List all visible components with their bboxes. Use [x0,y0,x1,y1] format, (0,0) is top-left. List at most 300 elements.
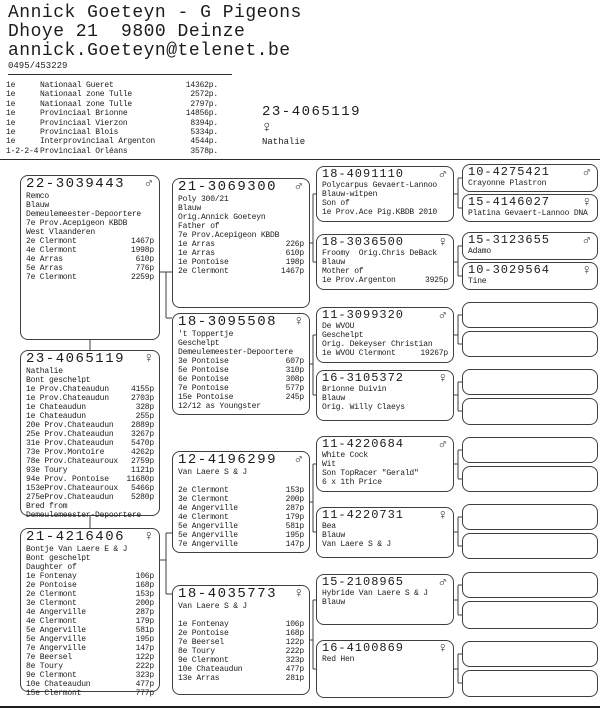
pedigree-box-15-2108965 [316,574,454,625]
male-icon: ♂ [438,575,447,591]
ring-number: 18-4091110 [322,167,405,181]
info-line: 6 x 1th Price [322,478,382,487]
pedigree-box-empty [462,670,598,697]
result-row [26,439,154,448]
loft-email: annick.Goeteyn@telenet.be [8,41,291,61]
ring-number: 11-3099320 [322,308,405,322]
achievement-row [6,147,218,156]
ring-number: 23-4065119 [26,351,126,367]
result-label: 5e Pontoise [178,366,229,375]
achievement-rank: 1e [6,81,16,90]
result-points: 4262p [130,448,154,457]
pedigree-box-18-3095508 [172,313,310,415]
female-icon: ♀ [438,235,447,251]
connector-line [454,585,462,615]
result-label: 4e Clermont [26,246,77,255]
achievement-rank: 1e [6,137,16,147]
info-line [178,611,304,620]
result-points: 222p [135,662,154,671]
achievement-points: 4544p. [190,137,218,147]
result-row [26,273,154,282]
result-row [178,384,304,393]
result-label: 4e Clermont [26,617,77,626]
result-row [178,647,304,656]
result-row [26,430,154,439]
result-points: 168p [285,629,304,638]
female-icon: ♀ [438,371,447,387]
result-points: 106p [285,620,304,629]
result-label: 275eProv.Chateaudun [26,493,114,502]
result-label: 2e Clermont [178,267,229,276]
info-line: Crayonne Plastron [468,179,547,188]
male-icon: ♂ [438,437,447,453]
male-icon: ♂ [294,452,303,468]
pedigree-box-18-4091110 [316,166,454,222]
result-row [178,531,304,540]
info-line: Son of [322,199,350,208]
result-points: 11680p [126,475,154,484]
result-row [26,626,154,635]
result-points: 477p [135,680,154,689]
connector-line [454,382,462,411]
result-label: 94e Prov. Pontoise [26,475,109,484]
info-line: Daughter of [26,563,77,572]
result-label: 10e Chateaudun [178,665,243,674]
result-row [26,457,154,466]
result-points: 2703p [130,394,154,403]
result-points: 153p [135,590,154,599]
info-line: Van Laere S & J [322,540,392,549]
result-points: 195p [285,531,304,540]
result-row [26,264,154,273]
info-line: 't Toppertje [178,330,234,339]
featured-name: Nathalie [262,137,306,147]
result-points: 168p [135,581,154,590]
ring-number: 15-2108965 [322,575,405,589]
result-label: 2e Clermont [26,590,77,599]
result-points: 245p [285,393,304,402]
pedigree-box-empty [462,398,598,425]
result-row [322,349,448,358]
pedigree-box-empty [462,369,598,395]
achievement-row [6,81,218,90]
result-points: 581p [285,522,304,531]
pedigree-box-empty [462,572,598,598]
connector-line [160,272,172,318]
result-label: 1e Chateaudun [26,403,86,412]
result-label: 4e Arras [26,255,63,264]
info-line: Father of [178,222,220,231]
result-row [26,689,154,698]
result-points: 5470p [130,439,154,448]
result-points: 122p [135,653,154,662]
achievement-points: 14362p. [185,81,218,90]
ring-number: 21-4216406 [26,529,126,545]
result-row [178,522,304,531]
achievement-points: 14856p. [185,109,218,119]
achievement-race: Nationaal zone Tulle [40,99,133,109]
pedigree-box-empty [462,466,598,492]
result-points: 281p [285,674,304,683]
result-points: 308p [285,375,304,384]
result-points: 310p [285,366,304,375]
loft-name: Annick Goeteyn - G Pigeons [8,3,302,23]
footer-line: 12/12 as Youngster [178,402,261,411]
info-line: De WVOU [322,322,355,331]
featured-bird [262,104,361,148]
result-points: 5466p [130,484,154,493]
info-line: Red Hen [322,655,355,664]
ring-number: 16-3105372 [322,371,405,385]
result-label: 4e Angerville [178,504,238,513]
result-label: 10e Chateaudun [26,680,91,689]
result-row [322,276,448,285]
result-row [178,486,304,495]
male-icon: ♂ [438,167,447,183]
result-row [26,412,154,421]
result-row [178,495,304,504]
result-row [26,475,154,484]
result-row [26,644,154,653]
pedigree-box-18-4035773 [172,585,310,695]
result-label: 5e Angerville [26,635,86,644]
result-points: 2259p [130,273,154,282]
info-line: Adamo [468,247,492,256]
info-line: Blauw-witpen [322,190,378,199]
pedigree-box-empty [462,533,598,559]
result-points: 200p [285,495,304,504]
info-line: Blauw [322,598,346,607]
pedigree-box-15-3123655 [462,232,598,260]
achievement-rank: 1e [6,109,16,119]
result-label: 1e Prov.Argenton [322,276,396,285]
male-icon: ♂ [582,165,591,181]
result-points: 2759p [130,457,154,466]
result-row [26,394,154,403]
pedigree-box-empty [462,331,598,357]
pedigree-box-empty [462,504,598,530]
pedigree-box-21-4216406 [20,528,160,698]
result-points: 153p [285,486,304,495]
result-row [178,638,304,647]
result-label: 4e Angerville [26,608,86,617]
result-points: 3925p [424,276,448,285]
result-label: 7e Angerville [178,540,238,549]
result-label: 1e Arras [178,240,215,249]
footer-line: Demeulemeester-Depoortere [26,511,142,520]
result-row [26,246,154,255]
pedigree-box-11-4220684 [316,436,454,492]
result-points: 577p [285,384,304,393]
result-label: 15e Clermont [26,689,82,698]
result-row [26,653,154,662]
result-label: 73e Prov.Montoire [26,448,105,457]
result-points: 287p [135,608,154,617]
result-row [26,680,154,689]
achievement-rank: 1e [6,99,16,109]
info-line: Bea [322,522,336,531]
ring-number: 15-3123655 [468,233,551,247]
result-label: 13e Arras [178,674,220,683]
ring-number: 22-3039443 [26,176,126,192]
result-label: 1e WVOU Clermont [322,349,396,358]
achievement-row [6,90,218,99]
result-row [26,581,154,590]
result-row [26,572,154,581]
result-label: 9e Clermont [26,671,77,680]
info-line: Geschelpt [178,339,220,348]
result-row [178,249,304,258]
pedigree-box-15-4146027 [462,194,598,222]
connector-line [454,246,462,276]
result-label: 7e Beersel [26,653,73,662]
result-label: 5e Angerville [178,522,238,531]
result-points: 777p [135,689,154,698]
info-line: White Cock [322,451,369,460]
connector-line [454,315,462,344]
result-label: 1e Pontoise [178,258,229,267]
ring-number: 21-3069300 [178,179,278,195]
result-label: 1e Fontenay [26,572,77,581]
pedigree-box-18-3036500 [316,234,454,290]
achievement-rank: 1e [6,90,16,100]
info-line: Van Laere S & J [178,468,248,477]
result-label: 31e Prov.Chateaudun [26,439,114,448]
result-points: 198p [285,258,304,267]
info-line: Orig. Dekeyser Christian [322,340,433,349]
info-line: Blauw [322,531,346,540]
achievement-rank: 1e [6,118,16,128]
result-points: 610p [285,249,304,258]
result-row [178,240,304,249]
loft-address: Dhoye 21 9800 Deinze [8,22,246,42]
result-row [178,674,304,683]
pedigree-box-22-3039443 [20,175,160,340]
result-row [178,366,304,375]
achievement-race: Nationaal Gueret [40,81,114,90]
achievement-points: 2797p. [190,99,218,109]
result-label: 153eProv.Chateauroux [26,484,119,493]
result-points: 122p [285,638,304,647]
result-label: 3e Pontoise [178,357,229,366]
result-row [26,484,154,493]
info-line: Blauw [26,201,50,210]
result-label: 3e Clermont [26,599,77,608]
result-points: 1467p [130,237,154,246]
achievement-race: Provinciaal Blois [40,128,119,138]
pedigree-box-11-4220731 [316,507,454,558]
result-label: 93e Toury [26,466,68,475]
pedigree-box-10-4275421 [462,164,598,192]
achievement-race: Provinciaal Brionne [40,109,128,119]
result-points: 195p [135,635,154,644]
achievement-row [6,119,218,128]
result-points: 200p [135,599,154,608]
result-label: 1e Prov.Chateaudun [26,394,109,403]
connector-line [454,450,462,479]
info-line: Demeulemeester-Depoortere [26,210,142,219]
result-points: 610p [135,255,154,264]
result-label: 5e Arras [26,264,63,273]
info-line: Blauw [322,394,346,403]
result-label: 5e Angerville [178,531,238,540]
result-row [26,617,154,626]
ring-number: 15-4146027 [468,195,551,209]
result-row [178,393,304,402]
loft-header [8,4,302,72]
info-line: Blauw [322,258,346,267]
ring-number: 10-3029564 [468,263,551,277]
achievement-race: Provinciaal Orléans [40,146,128,156]
ring-number: 18-3036500 [322,235,405,249]
result-label: 2e Clermont [26,237,77,246]
female-icon: ♀ [144,529,153,545]
info-line: Mother of [322,267,364,276]
info-line: Bontje Van Laere E & J [26,545,128,554]
pedigree-box-16-4100869 [316,640,454,698]
result-points: 179p [285,513,304,522]
result-label: 7e Clermont [26,273,77,282]
info-line: Nathalie [26,367,63,376]
achievement-points: 2572p. [190,90,218,100]
featured-ring-number: 23-4065119 [262,104,362,120]
result-label: 2e Pontoise [26,581,77,590]
male-icon: ♂ [144,176,153,192]
info-line: Remco [26,192,50,201]
result-row [178,258,304,267]
achievement-race: Provinciaal Vierzon [40,118,128,128]
result-points: 328p [135,403,154,412]
result-row [26,385,154,394]
ring-number: 11-4220731 [322,508,405,522]
pedigree-box-empty [462,641,598,667]
achievement-points: 8394p. [190,118,218,128]
footer-line: Bred from [26,502,68,511]
pedigree-box-11-3099320 [316,307,454,363]
result-row [178,267,304,276]
result-points: 147p [135,644,154,653]
achievement-points: 3578p. [190,146,218,156]
info-line: Poly 300/21 [178,195,229,204]
result-points: 106p [135,572,154,581]
female-icon: ♀ [144,351,153,367]
result-label: 9e Clermont [178,656,229,665]
info-line: 7e Prov.Acepigeon KBDB [26,219,128,228]
result-row [26,671,154,680]
result-row [26,590,154,599]
result-points: 1998p [130,246,154,255]
result-label: 7e Pontoise [178,384,229,393]
pedigree-box-empty [462,601,598,629]
result-label: 7e Angerville [26,644,86,653]
achievement-race: Interprovinciaal Argenton [40,137,156,147]
result-points: 287p [285,504,304,513]
result-points: 2889p [130,421,154,430]
achievement-row [6,109,218,118]
result-points: 1121p [130,466,154,475]
result-label: 6e Pontoise [178,375,229,384]
pedigree-box-12-4196299 [172,451,310,553]
achievement-rank: 1-2-2-4 [6,146,39,156]
result-row [178,504,304,513]
ring-number: 11-4220684 [322,437,405,451]
result-points: 4155p [130,385,154,394]
result-row [26,599,154,608]
info-line: West Vlaanderen [26,228,96,237]
result-points: 226p [285,240,304,249]
result-points: 19267p [420,349,448,358]
result-label: 4e Clermont [178,513,229,522]
result-row [26,421,154,430]
info-line: Orig.Annick Goeteyn [178,213,266,222]
pedigree-box-10-3029564 [462,262,598,290]
female-icon: ♀ [582,195,591,211]
info-line: Froomy Orig.Chris DeBack [322,249,438,258]
connector-line [454,654,462,683]
result-points: 1467p [280,267,304,276]
result-row [26,448,154,457]
result-points: 581p [135,626,154,635]
connector-line [160,533,172,594]
loft-phone: 0495/453229 [8,61,68,71]
female-icon: ♀ [582,263,591,279]
result-label: 25e Prov.Chateaudun [26,430,114,439]
achievement-race: Nationaal zone Tulle [40,90,133,100]
result-row [178,540,304,549]
info-line: Platina Gevaert-Lannoo DNA [468,209,588,218]
info-line: Polycarpus Gevaert-Lannoo [322,181,438,190]
result-row [26,255,154,264]
connector-line [454,517,462,546]
info-line: Geschelpt [322,331,364,340]
result-row [26,466,154,475]
info-line: Van Laere S & J [178,602,248,611]
result-points: 179p [135,617,154,626]
result-row [26,635,154,644]
result-points: 607p [285,357,304,366]
result-row [26,493,154,502]
info-line: Bont geschelpt [26,376,91,385]
result-points: 477p [285,665,304,674]
female-icon: ♀ [294,314,303,330]
ring-number: 18-4035773 [178,586,278,602]
ring-number: 18-3095508 [178,314,278,330]
result-label: 5e Angerville [26,626,86,635]
result-label: 8e Toury [178,647,215,656]
pedigree-box-empty [462,437,598,463]
result-row [26,662,154,671]
result-row [26,403,154,412]
pedigree-box-21-3069300 [172,178,310,308]
result-label: 15e Pontoise [178,393,234,402]
result-label: 2e Clermont [178,486,229,495]
result-points: 222p [285,647,304,656]
result-label: 2e Pontoise [178,629,229,638]
info-line: Hybride Van Laere S & J [322,589,428,598]
result-row [26,237,154,246]
info-line: Blauw [178,204,202,213]
result-row [178,375,304,384]
male-icon: ♂ [582,233,591,249]
result-label: 78e Prov.Chateauroux [26,457,119,466]
achievement-row [6,137,218,146]
result-row [178,629,304,638]
result-label: 1e Arras [178,249,215,258]
result-points: 323p [285,656,304,665]
pedigree-box-empty [462,302,598,328]
connector-line [454,178,462,208]
result-row [178,620,304,629]
